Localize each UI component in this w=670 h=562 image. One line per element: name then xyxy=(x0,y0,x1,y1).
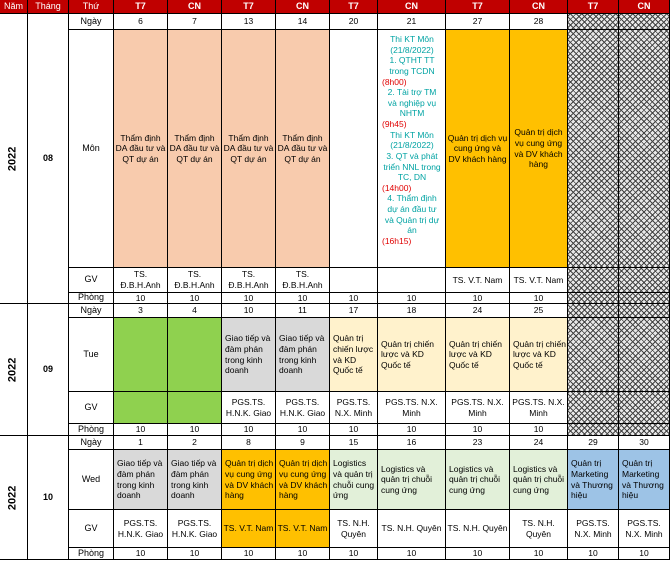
subject-cell: Logistics và quản trị chuỗi cung ứng xyxy=(330,450,378,510)
date-cell: 6 xyxy=(114,14,168,30)
subject-cell xyxy=(330,30,378,268)
exam-line: (14h00) xyxy=(382,182,412,193)
date-cell: 14 xyxy=(276,14,330,30)
room-cell: 10 xyxy=(222,424,276,436)
lecturer-cell: TS. Đ.B.H.Anh xyxy=(114,268,168,293)
date-cell xyxy=(619,14,670,30)
lecturer-cell: PGS.TS. N.X. Minh xyxy=(510,392,568,424)
lecturer-cell: TS. V.T. Nam xyxy=(446,268,510,293)
header-day: CN xyxy=(168,0,222,14)
lecturer-cell xyxy=(568,268,619,293)
room-cell: 10 xyxy=(619,548,670,560)
room-cell: 10 xyxy=(510,293,568,304)
lecturer-cell: PGS.TS. H.N.K. Giao xyxy=(168,510,222,548)
room-cell: 10 xyxy=(222,293,276,304)
room-cell: 10 xyxy=(330,293,378,304)
date-cell: 30 xyxy=(619,436,670,450)
room-cell: 10 xyxy=(114,293,168,304)
lecturer-cell: PGS.TS. H.N.K. Giao xyxy=(276,392,330,424)
header-day: T7 xyxy=(222,0,276,14)
lecturer-cell xyxy=(619,268,670,293)
lecturer-cell xyxy=(330,268,378,293)
subject-cell: Giao tiếp và đàm phán trong kinh doanh xyxy=(222,318,276,392)
exam-line: Thi KT Môn (21/8/2022) xyxy=(390,34,434,55)
room-cell: 10 xyxy=(378,424,446,436)
lecturer-cell: TS. V.T. Nam xyxy=(276,510,330,548)
subject-cell xyxy=(114,318,168,392)
subject-cell: Giao tiếp và đàm phán trong kinh doanh xyxy=(276,318,330,392)
exam-line: 2. Tài trợ TM và nghiệp vụ NHTM xyxy=(387,87,437,119)
lecturer-cell: PGS.TS. N.X. Minh xyxy=(568,510,619,548)
room-cell: 10 xyxy=(276,424,330,436)
header-day: T7 xyxy=(114,0,168,14)
exam-line: (8h00) xyxy=(382,76,407,87)
date-cell: 11 xyxy=(276,304,330,318)
row-label-subject: Wed xyxy=(69,450,114,510)
date-cell: 16 xyxy=(378,436,446,450)
room-cell xyxy=(619,293,670,304)
room-cell: 10 xyxy=(510,548,568,560)
date-cell: 28 xyxy=(510,14,568,30)
date-cell xyxy=(619,304,670,318)
exam-line: 1. QTHT TT trong TCDN xyxy=(389,55,435,76)
subject-cell xyxy=(619,318,670,392)
subject-cell: Quản trị chiến lược và KD Quốc tế xyxy=(330,318,378,392)
header-month: Tháng xyxy=(28,0,69,14)
row-label-room: Phòng xyxy=(69,293,114,304)
room-cell: 10 xyxy=(276,293,330,304)
room-cell: 10 xyxy=(378,293,446,304)
date-cell: 2 xyxy=(168,436,222,450)
header-day: T7 xyxy=(330,0,378,14)
room-cell: 10 xyxy=(222,548,276,560)
date-cell xyxy=(568,14,619,30)
exam-note xyxy=(378,30,446,268)
subject-cell: Logistics và quản trị chuỗi cung ứng xyxy=(446,450,510,510)
date-cell: 7 xyxy=(168,14,222,30)
room-cell: 10 xyxy=(168,548,222,560)
date-cell: 23 xyxy=(446,436,510,450)
year-label: 2022 xyxy=(6,146,19,171)
room-cell: 10 xyxy=(446,424,510,436)
room-cell: 10 xyxy=(168,424,222,436)
subject-cell: Quản trị dịch vụ cung ứng và DV khách hàng xyxy=(222,450,276,510)
header-weekday: Thứ xyxy=(69,0,114,14)
room-cell: 10 xyxy=(510,424,568,436)
lecturer-cell xyxy=(568,392,619,424)
subject-cell xyxy=(168,318,222,392)
header-day: T7 xyxy=(446,0,510,14)
exam-line: (16h15) xyxy=(382,235,412,246)
subject-cell: Quản trị dịch vụ cung ứng và DV khách hàng xyxy=(510,30,568,268)
row-label-date: Ngày xyxy=(69,14,114,30)
date-cell: 24 xyxy=(510,436,568,450)
row-label-date: Ngày xyxy=(69,436,114,450)
date-cell: 1 xyxy=(114,436,168,450)
header-day: CN xyxy=(619,0,670,14)
lecturer-cell: TS. Đ.B.H.Anh xyxy=(222,268,276,293)
date-cell: 9 xyxy=(276,436,330,450)
date-cell: 13 xyxy=(222,14,276,30)
date-cell: 24 xyxy=(446,304,510,318)
row-label-room: Phòng xyxy=(69,424,114,436)
exam-line: (9h45) xyxy=(382,119,407,129)
lecturer-cell: PGS.TS. N.X. Minh xyxy=(378,392,446,424)
lecturer-cell: TS. Đ.B.H.Anh xyxy=(168,268,222,293)
row-label-subject: Tue xyxy=(69,318,114,392)
row-label-lecturer: GV xyxy=(69,392,114,424)
date-cell: 27 xyxy=(446,14,510,30)
year-label: 2022 xyxy=(6,485,19,510)
header-day: CN xyxy=(276,0,330,14)
subject-cell xyxy=(619,30,670,268)
date-cell: 17 xyxy=(330,304,378,318)
row-label-lecturer: GV xyxy=(69,510,114,548)
row-label-subject: Môn xyxy=(69,30,114,268)
year-cell xyxy=(0,14,28,304)
subject-cell: Quản trị Marketing và Thương hiệu xyxy=(619,450,670,510)
header-day: CN xyxy=(510,0,568,14)
subject-cell: Quản trị Marketing và Thương hiệu xyxy=(568,450,619,510)
lecturer-cell: PGS.TS. N.X. Minh xyxy=(619,510,670,548)
subject-cell xyxy=(568,318,619,392)
room-cell: 10 xyxy=(568,548,619,560)
subject-cell: Quản trị dịch vụ cung ứng và DV khách hàng xyxy=(276,450,330,510)
subject-cell: Giao tiếp và đàm phán trong kinh doanh xyxy=(114,450,168,510)
room-cell xyxy=(568,293,619,304)
lecturer-cell: PGS.TS. N.X. Minh xyxy=(330,392,378,424)
month-cell: 08 xyxy=(28,14,69,304)
lecturer-cell xyxy=(378,268,446,293)
date-cell: 4 xyxy=(168,304,222,318)
lecturer-cell: TS. N.H. Quyên xyxy=(446,510,510,548)
header-year: Năm xyxy=(0,0,28,14)
room-cell xyxy=(619,424,670,436)
header-day: CN xyxy=(378,0,446,14)
row-label-room: Phòng xyxy=(69,548,114,560)
subject-cell xyxy=(568,30,619,268)
lecturer-cell: TS. N.H. Quyên xyxy=(330,510,378,548)
date-cell: 3 xyxy=(114,304,168,318)
date-cell: 10 xyxy=(222,304,276,318)
room-cell: 10 xyxy=(330,548,378,560)
date-cell: 29 xyxy=(568,436,619,450)
room-cell xyxy=(568,424,619,436)
subject-cell: Quản trị chiến lược và KD Quốc tế xyxy=(446,318,510,392)
row-label-date: Ngày xyxy=(69,304,114,318)
room-cell: 10 xyxy=(276,548,330,560)
month-cell: 09 xyxy=(28,304,69,436)
date-cell: 20 xyxy=(330,14,378,30)
date-cell: 25 xyxy=(510,304,568,318)
date-cell: 18 xyxy=(378,304,446,318)
lecturer-cell: TS. V.T. Nam xyxy=(222,510,276,548)
room-cell: 10 xyxy=(446,293,510,304)
date-cell xyxy=(568,304,619,318)
row-label-lecturer: GV xyxy=(69,268,114,293)
year-cell xyxy=(0,304,28,436)
subject-cell: Quản trị chiến lược và KD Quốc tế xyxy=(510,318,568,392)
lecturer-cell: TS. V.T. Nam xyxy=(510,268,568,293)
date-cell: 8 xyxy=(222,436,276,450)
room-cell: 10 xyxy=(114,424,168,436)
subject-cell: Logistics và quản trị chuỗi cung ứng xyxy=(378,450,446,510)
subject-cell: Thẩm định DA đầu tư và QT dự án xyxy=(222,30,276,268)
lecturer-cell: TS. Đ.B.H.Anh xyxy=(276,268,330,293)
header-day: T7 xyxy=(568,0,619,14)
lecturer-cell: PGS.TS. H.N.K. Giao xyxy=(114,510,168,548)
subject-cell: Quản trị dịch vụ cung ứng và DV khách hàng xyxy=(446,30,510,268)
room-cell: 10 xyxy=(114,548,168,560)
lecturer-cell: TS. N.H. Quyên xyxy=(510,510,568,548)
year-cell xyxy=(0,436,28,560)
date-cell: 15 xyxy=(330,436,378,450)
room-cell: 10 xyxy=(446,548,510,560)
lecturer-cell: TS. N.H. Quyên xyxy=(378,510,446,548)
room-cell: 10 xyxy=(378,548,446,560)
lecturer-cell: PGS.TS. H.N.K. Giao xyxy=(222,392,276,424)
subject-cell: Thẩm định DA đầu tư và QT dự án xyxy=(276,30,330,268)
subject-cell: Thẩm định DA đầu tư và QT dự án xyxy=(168,30,222,268)
subject-cell: Giao tiếp và đàm phán trong kinh doanh xyxy=(168,450,222,510)
exam-line: 3. QT và phát triển NNL trong TC, DN xyxy=(383,150,441,183)
subject-cell: Logistics và quản trị chuỗi cung ứng xyxy=(510,450,568,510)
date-cell: 21 xyxy=(378,14,446,30)
year-label: 2022 xyxy=(6,357,19,382)
subject-cell: Quản trị chiến lược và KD Quốc tế xyxy=(378,318,446,392)
lecturer-cell: PGS.TS. N.X. Minh xyxy=(446,392,510,424)
month-cell: 10 xyxy=(28,436,69,560)
lecturer-cell xyxy=(114,392,168,424)
room-cell: 10 xyxy=(330,424,378,436)
exam-line: Thi KT Môn (21/8/2022) xyxy=(390,129,434,151)
room-cell: 10 xyxy=(168,293,222,304)
subject-cell: Thẩm định DA đầu tư và QT dự án xyxy=(114,30,168,268)
exam-line: 4. Thẩm định dự án đầu tư và Quản trị dự án xyxy=(384,193,440,236)
lecturer-cell xyxy=(168,392,222,424)
lecturer-cell xyxy=(619,392,670,424)
